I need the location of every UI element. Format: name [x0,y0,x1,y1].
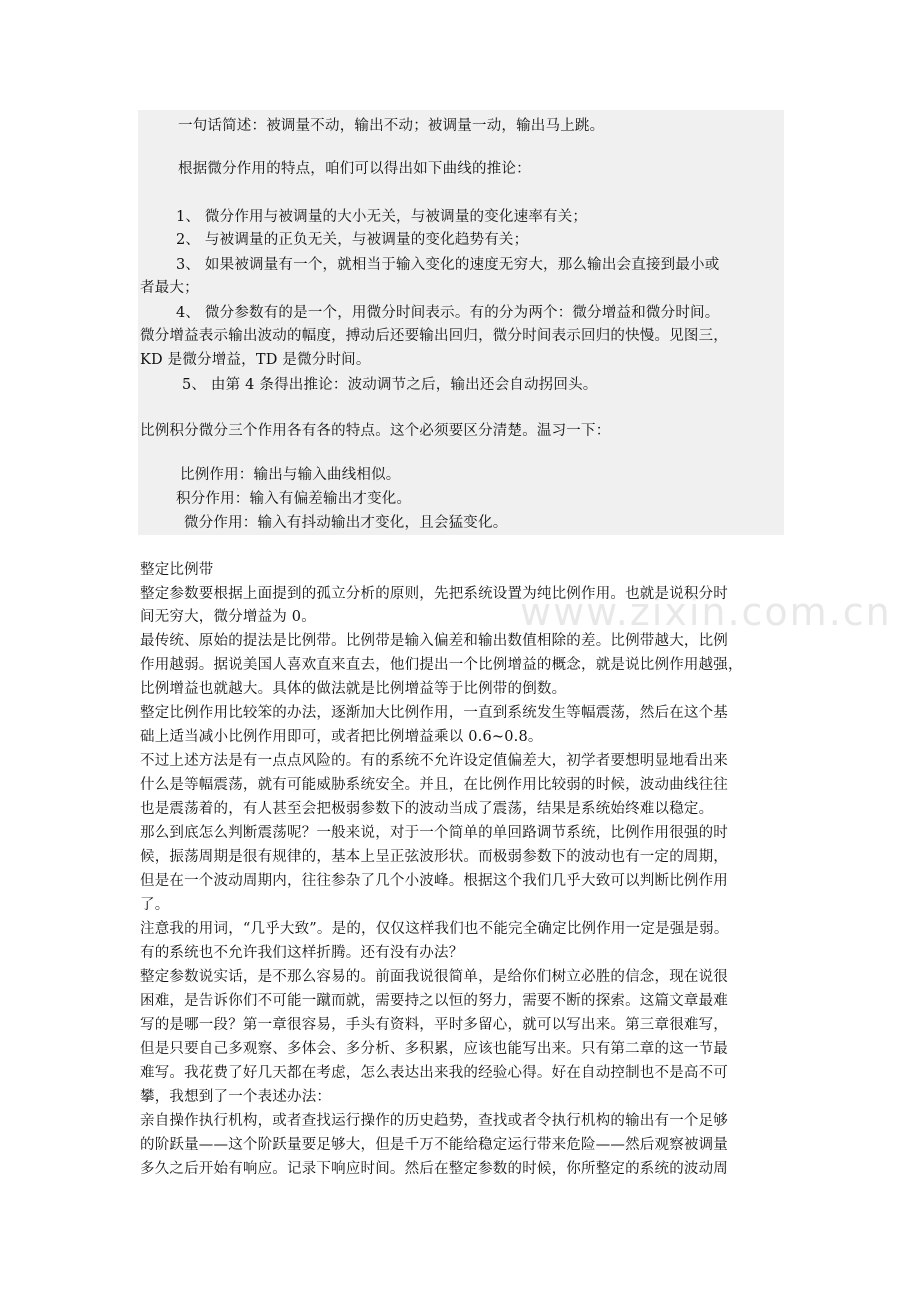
body-line: 攀，我想到了一个表述办法： [140,1089,332,1105]
body-line: 也是震荡着的，有人甚至会把极弱参数下的波动当成了震荡，结果是系统始终难以稳定。 [140,801,714,817]
watermark: www.zixin.com.cn [520,590,892,634]
body-line: 最传统、原始的提法是比例带。比例带是输入偏差和输出数值相除的差。比例带越大，比例 [140,633,728,649]
list-item-continuation: 者最大； [140,280,199,296]
summary-line: 根据微分作用的特点，咱们可以得出如下曲线的推论： [178,161,531,177]
body-line: 础上适当减小比例作用即可，或者把比例增益乘以 0.6~0.8。 [140,729,543,745]
body-line: 作用越弱。据说美国人喜欢直来直去，他们提出一个比例增益的概念，就是说比例作用越强， [140,657,743,673]
list-item: 5、 由第 4 条得出推论：波动调节之后，输出还会自动拐回头。 [182,377,598,393]
body-line: 多久之后开始有响应。记录下响应时间。然后在整定参数的时候，你所整定的系统的波动周 [140,1161,728,1177]
body-line: 注意我的用词，“几乎大致”。是的，仅仅这样我们也不能完全确定比例作用一定是强是弱。 [140,921,729,937]
body-line: 难写。我花费了好几天都在考虑，怎么表达出来我的经验心得。好在自动控制也不是高不可 [140,1065,728,1081]
body-line: 整定比例作用比较笨的办法，逐渐加大比例作用，一直到系统发生等幅震荡，然后在这个基 [140,705,728,721]
list-item: 2、 与被调量的正负无关，与被调量的变化趋势有关； [176,232,529,248]
body-line: 亲自操作执行机构，或者查找运行操作的历史趋势，查找或者令执行机构的输出有一个足够 [140,1113,728,1129]
body-line: 有的系统也不允许我们这样折腾。还有没有办法？ [140,945,464,961]
body-line: 但是只要自己多观察、多体会、多分析、多积累，应该也能写出来。只有第二章的这一节最 [140,1041,728,1057]
body-line: 间无穷大，微分增益为 0。 [140,609,316,625]
body-line: 不过上述方法是有一点点风险的。有的系统不允许设定值偏差大，初学者要想明显地看出来 [140,753,728,769]
body-line: 比例增益也就越大。具体的做法就是比例增益等于比例带的倒数。 [140,681,567,697]
body-line: 什么是等幅震荡，就有可能威胁系统安全。并且，在比例作用比较弱的时候，波动曲线往往 [140,777,728,793]
summary-line: 一句话简述：被调量不动，输出不动；被调量一动，输出马上跳。 [178,118,605,134]
summary-line: 微分作用：输入有抖动输出才变化，且会猛变化。 [184,515,508,531]
body-line: 了。 [140,897,170,913]
body-line: 整定参数要根据上面提到的孤立分析的原则，先把系统设置为纯比例作用。也就是说积分时 [140,586,728,602]
list-item: 1、 微分作用与被调量的大小无关，与被调量的变化速率有关； [176,209,588,225]
body-line: 困难，是告诉你们不可能一蹴而就，需要持之以恒的努力，需要不断的探索。这篇文章最难 [140,993,728,1009]
summary-line: 比例积分微分三个作用各有各的特点。这个必须要区分清楚。温习一下： [140,423,611,439]
body-line: 候，振荡周期是很有规律的，基本上呈正弦波形状。而极弱参数下的波动也有一定的周期， [140,849,728,865]
list-item-continuation: 微分增益表示输出波动的幅度，搏动后还要输出回归，微分时间表示回归的快慢。见图三， [140,328,728,344]
list-item: 3、 如果被调量有一个，就相当于输入变化的速度无穷大，那么输出会直接到最小或 [176,257,720,273]
body-line: 那么到底怎么判断震荡呢？一般来说，对于一个简单的单回路调节系统，比例作用很强的时 [140,825,728,841]
body-line: 写的是哪一段？第一章很容易，手头有资料，平时多留心，就可以写出来。第三章很难写， [140,1017,728,1033]
body-line: 但是在一个波动周期内，往往参杂了几个小波峰。根据这个我们几乎大致可以判断比例作用 [140,873,728,889]
list-item-continuation: KD 是微分增益，TD 是微分时间。 [140,352,371,368]
summary-line: 积分作用：输入有偏差输出才变化。 [176,491,412,507]
body-line: 整定参数说实话，是不那么容易的。前面我说很简单，是给你们树立必胜的信念，现在说很 [140,969,728,985]
section-heading: 整定比例带 [140,562,214,578]
list-item: 4、 微分参数有的是一个，用微分时间表示。有的分为两个：微分增益和微分时间。 [176,305,720,321]
summary-line: 比例作用：输出与输入曲线相似。 [180,467,401,483]
body-line: 的阶跃量——这个阶跃量要足够大，但是千万不能给稳定运行带来危险——然后观察被调量 [140,1137,728,1153]
